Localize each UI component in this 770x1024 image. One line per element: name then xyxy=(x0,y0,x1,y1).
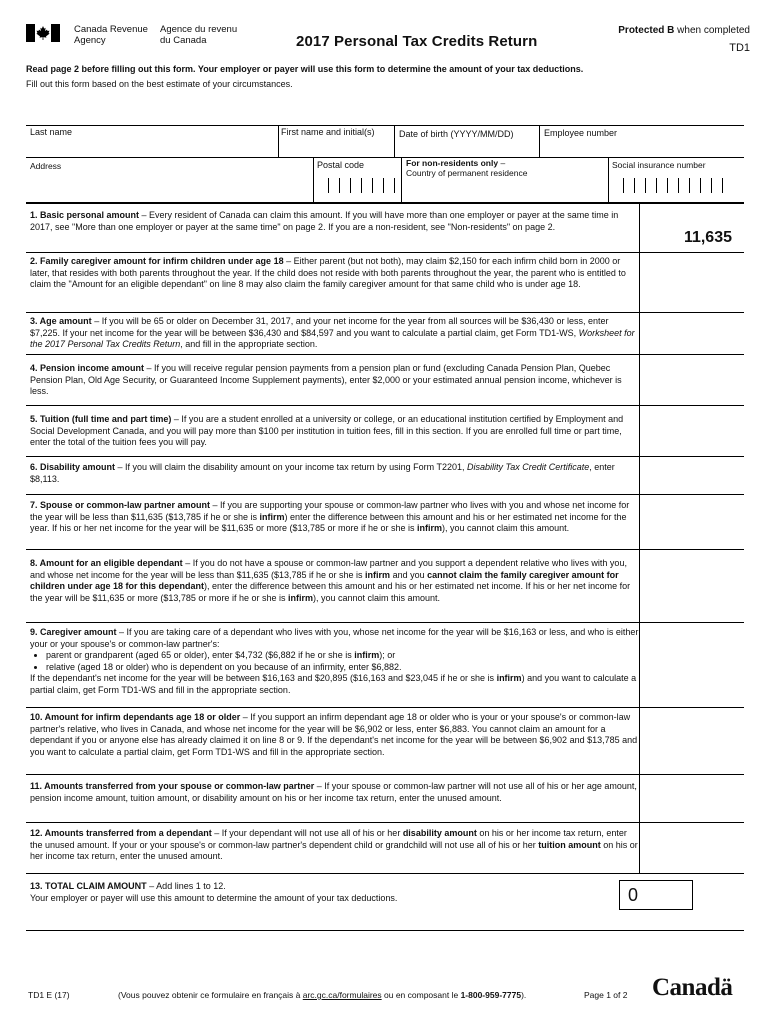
section-10-infirm-dependants: 10. Amount for infirm dependants age 18 or older – If you support an infirm dependant age 18 or older who is your or your spouse's or common-law partner's relative, who lives in Canada, and whose net income for the year will be $6,902 or less, enter $6,883. You cannot claim an amount for a dependant if you or anyone else has already claimed it on line 8 or 9. If the dependant's net income for the year will be between $6,902 and $13,785 and you want to calculate a partial claim, get Form TD1-WS and fill in the appropriate section. xyxy=(26,708,744,775)
page-title: 2017 Personal Tax Credits Return xyxy=(296,33,538,50)
amount-cell[interactable] xyxy=(639,623,744,707)
address-field[interactable]: Address xyxy=(30,161,62,171)
identification-table xyxy=(26,125,744,204)
section-6-disability: 6. Disability amount – If you will claim the disability amount on your income tax return by using Form T2201, Disability Tax Credit Certificate, enter $8,113. xyxy=(26,457,744,495)
section-3-age-amount: 3. Age amount – If you will be 65 or older on December 31, 2017, and your net income for the year from all sources will be $36,430 or less, enter $7,225. If your net income for the year will be between $36,430 and $84,597 and you want to calculate a partial claim, get Form TD1-WS, Worksheet for the 2017 Personal Tax Credits Return, and fill in the appropriate section. xyxy=(26,313,744,355)
amount-cell[interactable] xyxy=(639,708,744,774)
french-version-note: (Vous pouvez obtenir ce formulaire en français à arc.gc.ca/formulaires ou en composant le 1-800-959-7775). xyxy=(118,990,527,1000)
section-13-total-claim: 13. TOTAL CLAIM AMOUNT – Add lines 1 to 12. Your employer or payer will use this amount to determine the amount of your tax deductions. xyxy=(26,874,744,931)
french-form-link[interactable]: arc.gc.ca/formulaires xyxy=(302,990,382,1000)
section-2-family-caregiver: 2. Family caregiver amount for infirm children under age 18 – Either parent (but not both), may claim $2,150 for each infirm child born in 2000 or later, that resides with both parents throughout the year. If the child does not reside with both parents throughout the year, the parent who is entitled to claim the "Amount for an eligible dependant" on line 8 may also claim the family caregiver amount for that same child who is under age 18. xyxy=(26,252,744,313)
form-code: TD1 E (17) xyxy=(28,990,70,1000)
sin-combs[interactable] xyxy=(623,178,723,193)
section-4-pension-income: 4. Pension income amount – If you will receive regular pension payments from a pension plan or fund (excluding Canada Pension Plan, Quebec Pension Plan, Old Age Security, or Guaranteed Income Supplement payments), enter $2,000 or your estimated annual pension income, whichever is less. xyxy=(26,355,744,406)
amount-cell[interactable] xyxy=(639,313,744,354)
section-7-spouse-amount: 7. Spouse or common-law partner amount – If you are supporting your spouse or common-law partner who lives with you and whose net income for the year will be less than $11,635 ($13,785 if he or she is infirm) enter the difference between this amount and his or her estimated net income for the year. If his or her net income for the year will be $11,635 or more ($13,785 or more if he or she is infirm), you cannot claim this amount. xyxy=(26,495,744,550)
amount-cell[interactable] xyxy=(639,457,744,494)
section-9-caregiver: 9. Caregiver amount – If you are taking care of a dependant who lives with you, whose net income for the year will be $16,163 or less, and who is either your or your spouse's or common-law partner's: • parent or grandparent (aged 65 or older), enter $4,732 ($6,882 if he or she is infirm); or • relative (aged 18 or older) who is dependent on you because of an infirmity, enter $6,882. If the dependant's net income for the year will be between $16,163 and $20,895 ($16,163 and $23,045 if he or she is infirm) and you want to calculate a partial claim, get Form TD1-WS and fill in the appropriate section. xyxy=(26,623,744,708)
agency-name-fr: Agence du revenu du Canada xyxy=(160,24,238,46)
intro-instruction: Read page 2 before filling out this form. Your employer or payer will use this form to determine the amount of your tax deductions. xyxy=(26,64,584,74)
amount-cell[interactable] xyxy=(639,550,744,622)
page-number: Page 1 of 2 xyxy=(584,990,628,1000)
section-1-basic-personal xyxy=(26,202,744,253)
amount-cell[interactable] xyxy=(639,775,744,822)
postal-code-combs[interactable] xyxy=(328,178,405,193)
basic-amount-value: 11,635 xyxy=(683,229,732,246)
employee-number-field[interactable]: Employee number xyxy=(544,128,618,138)
form-number: TD1 xyxy=(729,42,750,54)
amount-cell[interactable] xyxy=(639,203,744,252)
section-8-eligible-dependant: 8. Amount for an eligible dependant – If you do not have a spouse or common-law partner and you support a dependent relative who lives with you, and whose net income for the year will be less than $11,635 ($13,785 if he or she is infirm and you cannot claim the family caregiver amount for children under age 18 for this dependant), enter the difference between this amount and his or her estimated net income. If his or her net income for the year will be $11,635 or more ($13,785 or more if he or she is infirm), you cannot claim this amount. xyxy=(26,550,744,623)
non-resident-field[interactable]: For non-residents only – Country of permanent residence xyxy=(406,158,528,178)
intro-note: Fill out this form based on the best estimate of your circumstances. xyxy=(26,79,293,89)
amount-cell[interactable] xyxy=(639,252,744,312)
postal-code-field[interactable]: Postal code xyxy=(317,160,365,170)
protected-label: Protected B when completed xyxy=(618,25,750,36)
section-5-tuition: 5. Tuition (full time and part time) – If you are a student enrolled at a university or college, or an educational institution certified by Employment and Social Development Canada, and you will pay more than $100 per institution in tuition fees, fill in this section. If you are enrolled full time or part time, enter the total of the tuition fees you will pay. xyxy=(26,406,744,457)
agency-name-en: Canada Revenue Agency xyxy=(74,24,148,46)
total-claim-amount-field[interactable]: 0 xyxy=(619,880,693,910)
section-text: 1. Basic personal amount – Every resident of Canada can claim this amount. If you will have more than one employer or payer at the same time in 2017, see "More than one employer or payer at the same time" on page 2. If you are a non-resident, see "Non-residents" on page 2. xyxy=(30,210,619,232)
first-name-field[interactable]: First name and initial(s) xyxy=(281,127,375,137)
date-of-birth-field[interactable]: Date of birth (YYYY/MM/DD) xyxy=(399,129,514,139)
section-12-dependant-transfer: 12. Amounts transferred from a dependant – If your dependant will not use all of his or her disability amount on his or her income tax return, enter the unused amount. If your or your spouse's or common-law partner's dependent child or grandchild will not use all of his or her tuition amount on his or her income tax return, enter the unused amount. xyxy=(26,823,744,874)
section-11-spouse-transfer: 11. Amounts transferred from your spouse or common-law partner – If your spouse or common-law partner will not use all of his or her age amount, pension income amount, tuition amount, or disability amount on his or her income tax return, enter the unused amount. xyxy=(26,775,744,823)
canada-wordmark-logo: Canadä xyxy=(652,974,733,1001)
amount-cell[interactable] xyxy=(639,495,744,549)
sin-field[interactable]: Social insurance number xyxy=(612,160,706,170)
amount-cell[interactable] xyxy=(639,355,744,405)
amount-cell[interactable] xyxy=(639,406,744,456)
last-name-field[interactable]: Last name xyxy=(30,127,73,137)
amount-cell[interactable] xyxy=(639,823,744,873)
canada-flag-icon xyxy=(26,24,60,42)
